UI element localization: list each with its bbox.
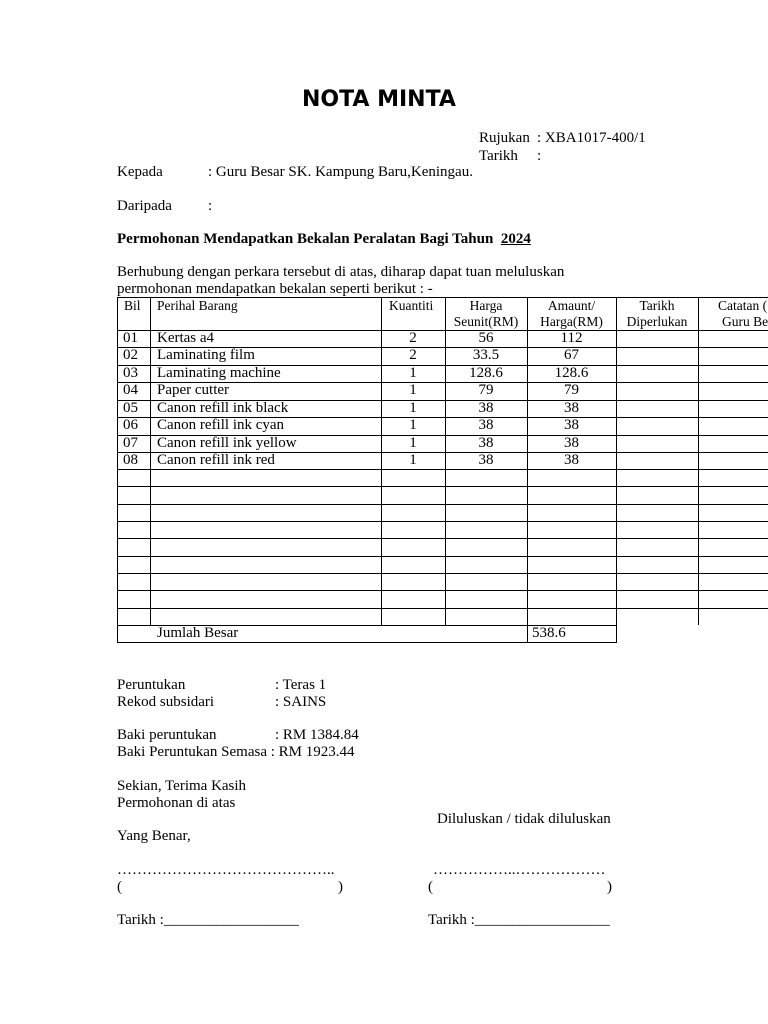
- kepada-value: : Guru Besar SK. Kampung Baru,Keningau.: [208, 164, 473, 180]
- row-7-perihal: Canon refill ink yellow: [157, 435, 297, 451]
- kepada-label: Kepada: [117, 164, 163, 180]
- row-1-amaun: 112: [560, 330, 583, 346]
- row-7-harga: 38: [478, 435, 494, 451]
- closing-line-2: Permohonan di atas: [117, 795, 236, 811]
- daripada-label: Daripada: [117, 198, 172, 214]
- row-8-kuantiti: 1: [409, 452, 417, 468]
- header-amaun-2: Harga(RM): [540, 314, 603, 329]
- header-perihal: Perihal Barang: [157, 298, 238, 313]
- row-7-amaun: 38: [564, 435, 579, 451]
- row-3-amaun: 128.6: [554, 365, 589, 381]
- tarikh-value: :: [537, 148, 542, 164]
- row-6-harga: 38: [478, 417, 494, 433]
- daripada-value: :: [208, 198, 213, 214]
- peruntukan-label: Peruntukan: [117, 677, 186, 693]
- header-bil: Bil: [124, 298, 141, 313]
- row-8-amaun: 38: [564, 452, 579, 468]
- row-8-perihal: Canon refill ink red: [157, 452, 275, 468]
- signature-left-open: (: [117, 879, 122, 895]
- intro-line-2: permohonan mendapatkan bekalan seperti berikut : -: [117, 281, 433, 297]
- closing-line-3: Yang Benar,: [117, 828, 191, 844]
- row-2-amaun: 67: [564, 347, 579, 363]
- peruntukan-value: : Teras 1: [275, 677, 327, 693]
- row-5-harga: 38: [478, 400, 494, 416]
- row-8-harga: 38: [478, 452, 494, 468]
- signature-right-dots: ……………..………………: [433, 862, 606, 878]
- header-harga-1: Harga: [469, 298, 503, 313]
- row-5-kuantiti: 1: [409, 400, 417, 416]
- row-8-bil: 08: [123, 452, 138, 468]
- baki-semasa-row: [117, 744, 355, 761]
- signature-right-open: (: [428, 879, 433, 895]
- row-6-kuantiti: 1: [409, 417, 417, 433]
- row-4-amaun: 79: [564, 382, 579, 398]
- row-2-harga: 33.5: [472, 347, 500, 363]
- signature-left-dots: ……………………………………..: [117, 862, 335, 878]
- rujukan-value: : XBA1017-400/1: [537, 130, 646, 146]
- row-3-kuantiti: 1: [409, 365, 417, 381]
- row-6-bil: 06: [123, 417, 138, 433]
- row-2-bil: 02: [123, 347, 138, 363]
- page-title: NOTA MINTA: [302, 87, 456, 112]
- total-value: 538.6: [532, 625, 566, 641]
- intro-line-1: Berhubung dengan perkara tersebut di atas, diharap dapat tuan meluluskan: [117, 264, 565, 280]
- subject-year: 2024: [500, 231, 531, 247]
- row-7-kuantiti: 1: [409, 435, 417, 451]
- row-2-perihal: Laminating film: [157, 347, 255, 363]
- row-7-bil: 07: [123, 435, 138, 451]
- rekod-value: : SAINS: [275, 694, 327, 710]
- rujukan-label: Rujukan: [479, 130, 530, 146]
- closing-line-1: Sekian, Terima Kasih: [117, 778, 247, 794]
- row-6-amaun: 38: [564, 417, 579, 433]
- baki-value: : RM 1384.84: [275, 727, 359, 743]
- date-right: Tarikh :__________________: [428, 912, 610, 928]
- baki-label: Baki peruntukan: [117, 727, 217, 743]
- header-tarikh-1: Tarikh: [639, 298, 675, 313]
- header-catatan-1: Catatan (: [718, 298, 768, 313]
- row-1-perihal: Kertas a4: [157, 330, 215, 346]
- row-5-amaun: 38: [564, 400, 579, 416]
- row-4-kuantiti: 1: [409, 382, 417, 398]
- row-1-kuantiti: 2: [409, 330, 417, 346]
- subject-text: Permohonan Mendapatkan Bekalan Peralatan Bagi Tahun: [117, 231, 494, 247]
- row-2-kuantiti: 2: [409, 347, 417, 363]
- header-harga-2: Seunit(RM): [453, 314, 519, 329]
- row-3-harga: 128.6: [469, 365, 503, 381]
- signature-right-close: ): [607, 879, 612, 895]
- baki-semasa-label: Baki Peruntukan Semasa: [117, 744, 267, 760]
- tarikh-label: Tarikh: [479, 148, 518, 164]
- row-4-harga: 79: [478, 382, 494, 398]
- header-amaun-1: Amaunt/: [547, 298, 596, 313]
- approval-text: Diluluskan / tidak diluluskan: [437, 811, 611, 827]
- row-1-bil: 01: [123, 330, 138, 346]
- row-4-bil: 04: [123, 382, 138, 398]
- total-label: Jumlah Besar: [157, 625, 239, 641]
- baki-semasa-value: : RM 1923.44: [270, 744, 355, 760]
- header-tarikh-2: Diperlukan: [626, 314, 688, 329]
- row-6-perihal: Canon refill ink cyan: [157, 417, 285, 433]
- items-table: [117, 297, 768, 643]
- row-4-perihal: Paper cutter: [157, 382, 230, 398]
- header-kuantiti: Kuantiti: [389, 298, 434, 313]
- row-3-perihal: Laminating machine: [157, 365, 281, 381]
- row-5-bil: 05: [123, 400, 138, 416]
- signature-left-close: ): [338, 879, 343, 895]
- row-1-harga: 56: [478, 330, 494, 346]
- header-catatan-2: Guru Be: [722, 314, 768, 329]
- row-5-perihal: Canon refill ink black: [157, 400, 289, 416]
- rekod-label: Rekod subsidari: [117, 694, 215, 710]
- subject-line: [117, 231, 531, 248]
- date-left: Tarikh :__________________: [117, 912, 299, 928]
- row-3-bil: 03: [123, 365, 138, 381]
